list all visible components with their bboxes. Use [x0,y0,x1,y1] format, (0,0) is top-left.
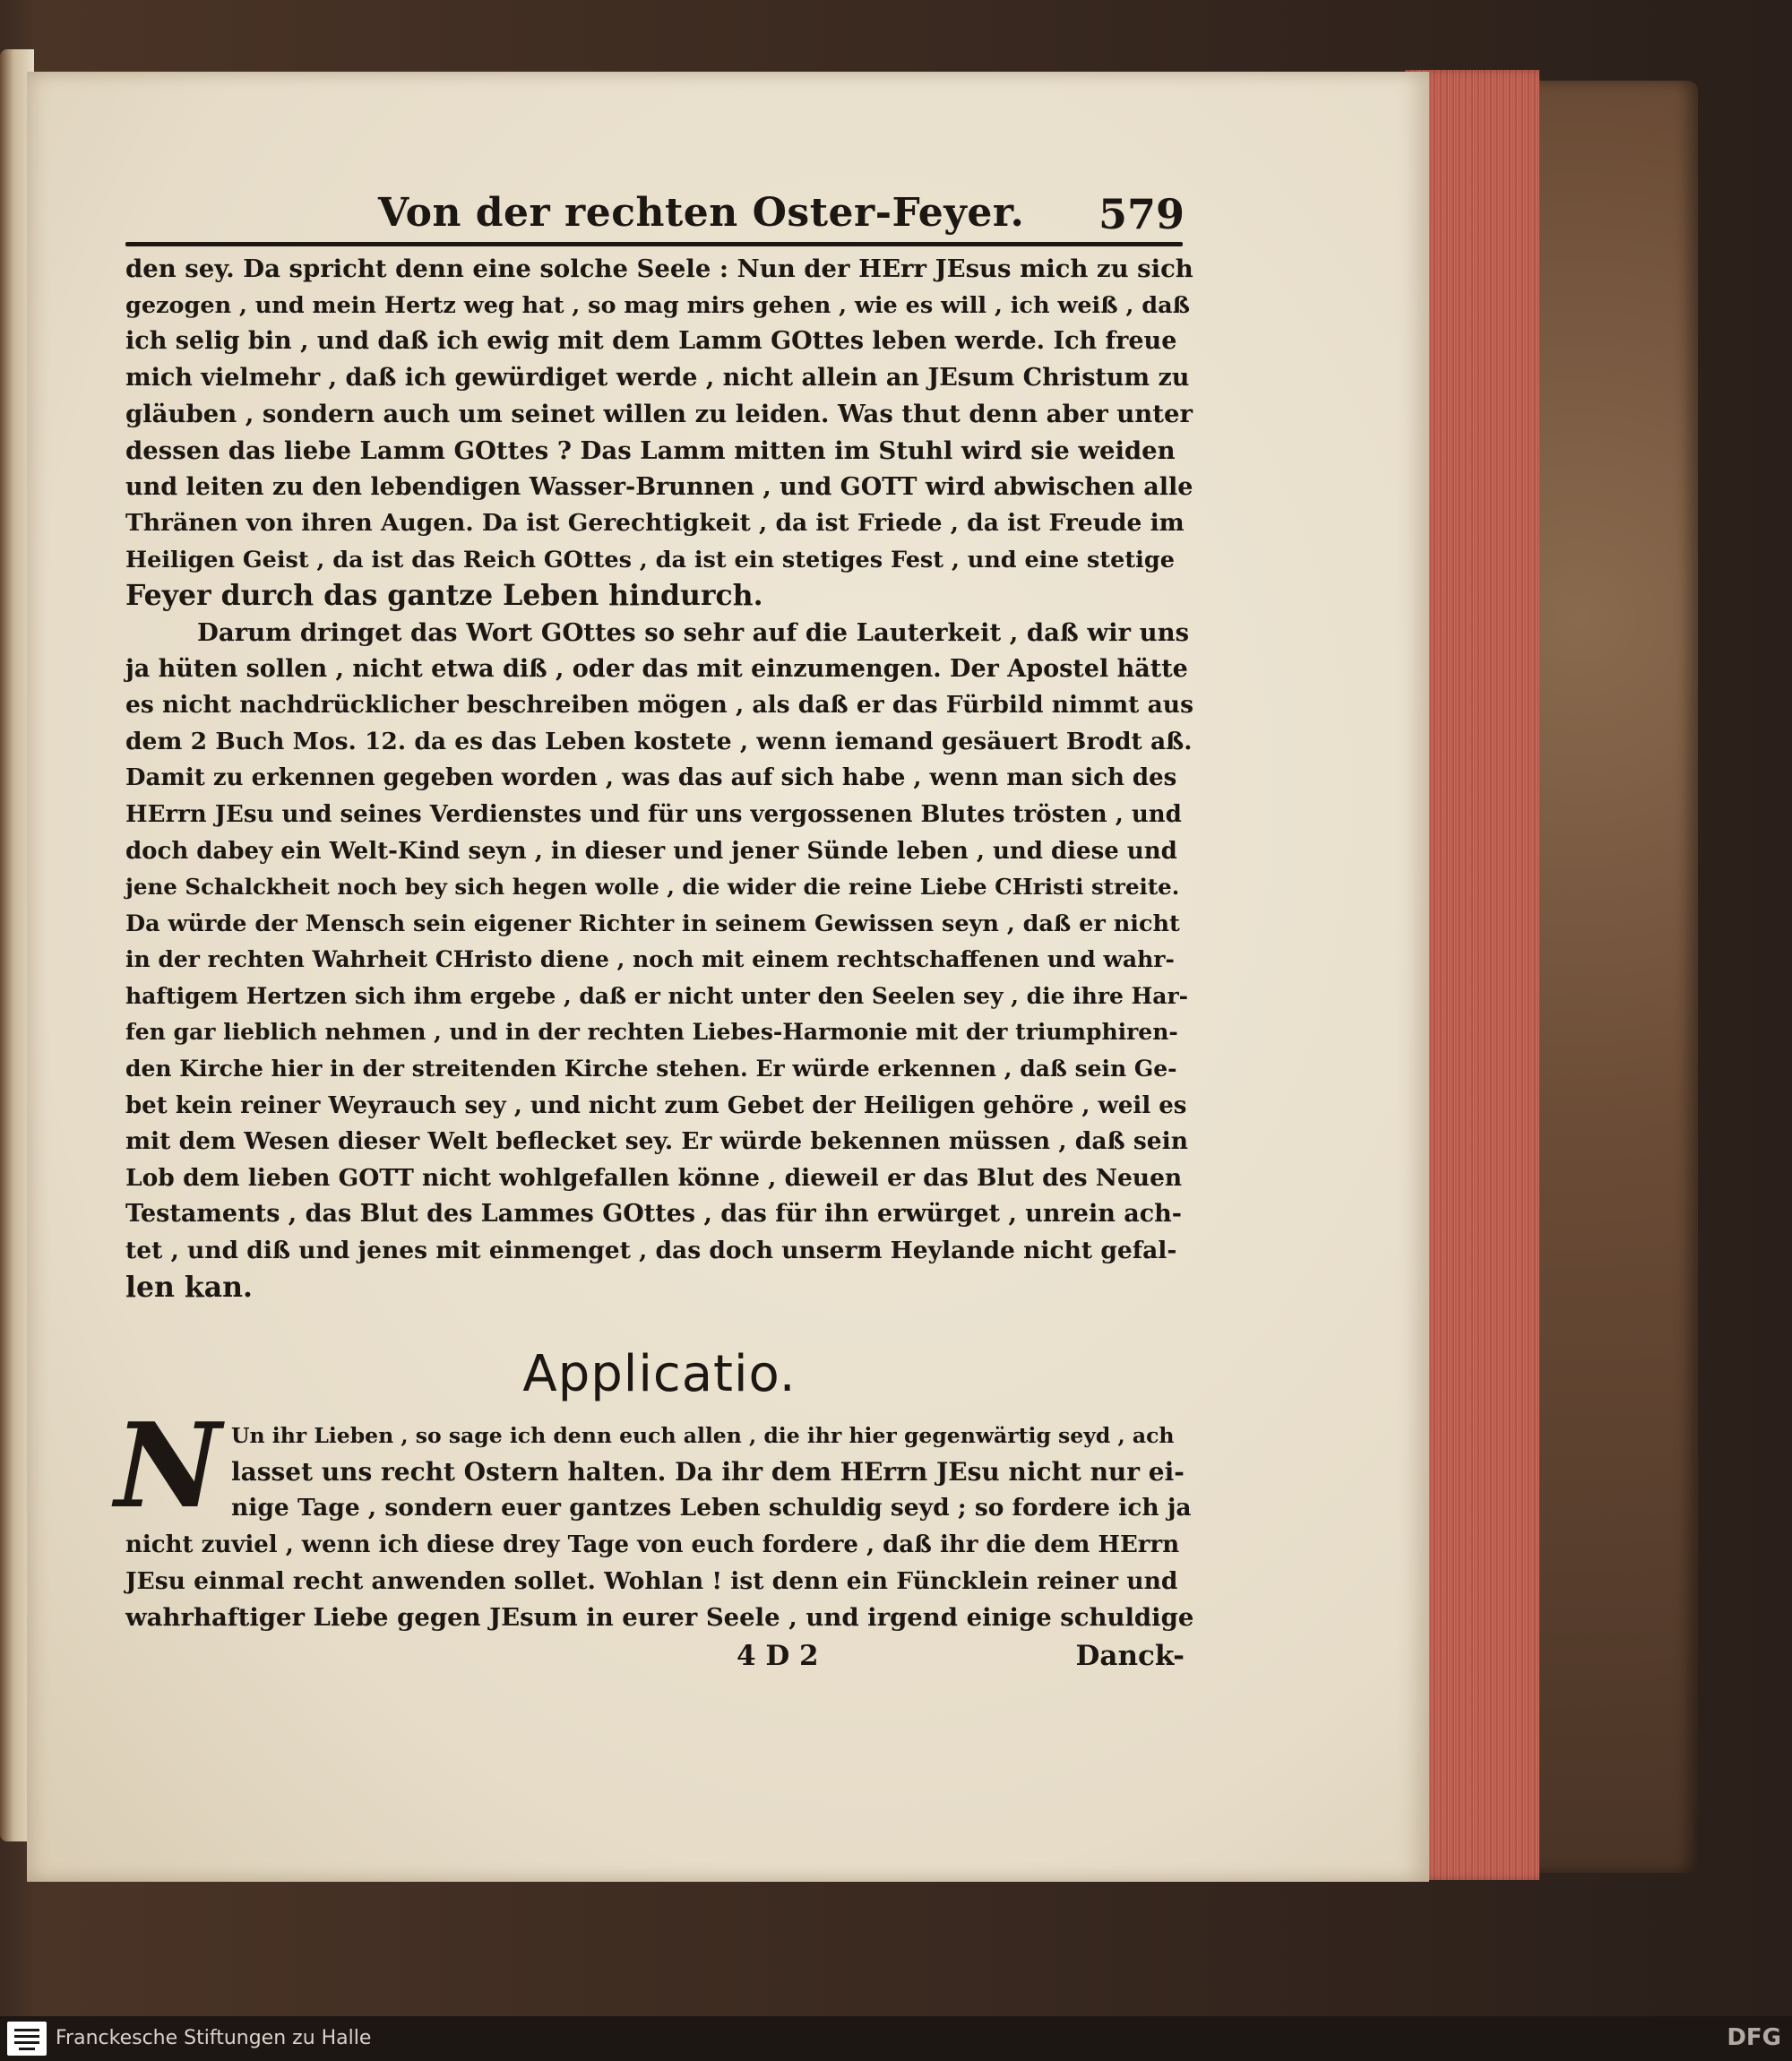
text-line: mit dem Wesen dieser Welt beflecket sey. Er würde bekennen müssen , daß sein [125,1127,1188,1156]
institution-name: Franckesche Stiftungen zu Halle [56,2027,372,2049]
applicatio-block [115,1397,1194,1636]
text-line: lasset uns recht Ostern halten. Da ihr dem HErrn JEsu nicht nur ei- [231,1456,1185,1487]
funder-logo: DFG [1727,2024,1781,2051]
text-line: gezogen , und mein Hertz weg hat , so mag mirs gehen , wie es will , ich weiß , daß [125,291,1190,319]
paragraph-2 [125,615,1193,1306]
text-line: dessen das liebe Lamm GOttes ? Das Lamm mitten im Stuhl wird sie weiden [125,435,1176,465]
drop-cap: N [115,1397,221,1535]
text-line: mich vielmehr , daß ich gewürdiget werde , nicht allein an JEsum Christum zu [125,363,1190,392]
text-line: Da würde der Mensch sein eigener Richter in seinem Gewissen seyn , daß er nicht [125,910,1180,937]
text-line: und leiten zu den lebendigen Wasser-Brunnen , und GOTT wird abwischen alle [125,472,1193,501]
book-cover [1528,81,1698,1873]
text-line: tet , und diß und jenes mit einmenget , das doch unserm Heylande nicht gefal- [125,1237,1177,1265]
text-line: nicht zuviel , wenn ich diese drey Tage von euch fordere , daß ihr die dem HErrn [125,1531,1180,1558]
text-line: jene Schalckheit noch bey sich hegen wolle , die wider die reine Liebe CHristi streite. [125,874,1180,901]
text-line: den sey. Da spricht denn eine solche Seele : Nun der HErr JEsus mich zu sich [125,254,1193,283]
text-line: Damit zu erkennen gegeben worden , was das auf sich habe , wenn man sich des [125,764,1177,792]
text-line: Un ihr Lieben , so sage ich denn euch allen , die ihr hier gegenwärtig seyd , ach [231,1423,1175,1449]
text-line: gläuben , sondern auch um seinet willen zu leiden. Was thut denn aber unter [125,400,1193,429]
text-line: nige Tage , sondern euer gantzes Leben schuldig seyd ; so fordere ich ja [231,1494,1192,1522]
text-line: Testaments , das Blut des Lammes GOttes , das für ihn erwürget , unrein ach- [125,1200,1183,1229]
signature-mark: 4 D 2 [737,1639,819,1672]
paragraph-1 [125,251,1193,615]
text-block [115,179,1194,1679]
section-heading: Applicatio. [522,1345,797,1404]
applicatio-paragraph [125,1418,1193,1636]
text-line: haftigem Hertzen sich ihm ergebe , daß er nicht unter den Seelen sey , die ihre Har- [125,982,1189,1009]
text-line: dem 2 Buch Mos. 12. da es das Leben kostete , wenn iemand gesäuert Brodt aß. [125,727,1193,755]
text-line: len kan. [125,1270,253,1304]
text-line: Thränen von ihren Augen. Da ist Gerechtigkeit , da ist Friede , da ist Freude im [125,509,1185,538]
page-number: 579 [1098,190,1185,238]
catchword: Danck- [1075,1639,1185,1672]
page-footer [125,1640,1193,1679]
institution-logo-icon [7,2022,47,2056]
text-line: Heiligen Geist , da ist das Reich GOttes , da ist ein stetiges Fest , und eine stetige [125,546,1175,573]
text-line: doch dabey ein Welt-Kind seyn , in dieser und jener Sünde leben , und diese und [125,837,1177,865]
text-line: wahrhaftiger Liebe gegen JEsum in eurer Seele , und irgend einige schuldige [125,1603,1194,1633]
text-line: ja hüten sollen , nicht etwa diß , oder das mit einzumengen. Der Apostel hätte [125,654,1188,683]
text-line: bet kein reiner Weyrauch sey , und nicht zum Gebet der Heiligen gehöre , weil es [125,1091,1187,1119]
text-line: Darum dringet das Wort GOttes so sehr auf die Lauterkeit , daß wir uns [197,617,1190,647]
text-line: HErrn JEsu und seines Verdienstes und für uns vergossenen Blutes trösten , und [125,800,1182,828]
text-line: Lob dem lieben GOTT nicht wohlgefallen könne , dieweil er das Blut des Neuen [125,1163,1183,1192]
text-line: fen gar lieblich nehmen , und in der rechten Liebes-Harmonie mit der triumphiren- [125,1019,1178,1046]
text-line: es nicht nachdrücklicher beschreiben mögen , als daß er das Fürbild nimmt aus [125,691,1193,720]
text-line: in der rechten Wahrheit CHristo diene , noch mit einem rechtschaffenen und wahr- [125,946,1175,973]
viewer-footer-bar [0,2016,1792,2061]
running-title: Von der rechten Oster-Feyer. [378,190,1025,236]
page-header [125,179,1193,251]
text-line: Feyer durch das gantze Leben hindurch. [125,579,763,613]
text-line: den Kirche hier in der streitenden Kirche stehen. Er würde erkennen , daß sein Ge- [125,1056,1177,1082]
header-rule [125,242,1183,246]
text-line: ich selig bin , und daß ich ewig mit dem Lamm GOttes leben werde. Ich freue [125,327,1177,356]
text-line: JEsu einmal recht anwenden sollet. Wohlan ! ist denn ein Füncklein reiner und [125,1566,1178,1595]
